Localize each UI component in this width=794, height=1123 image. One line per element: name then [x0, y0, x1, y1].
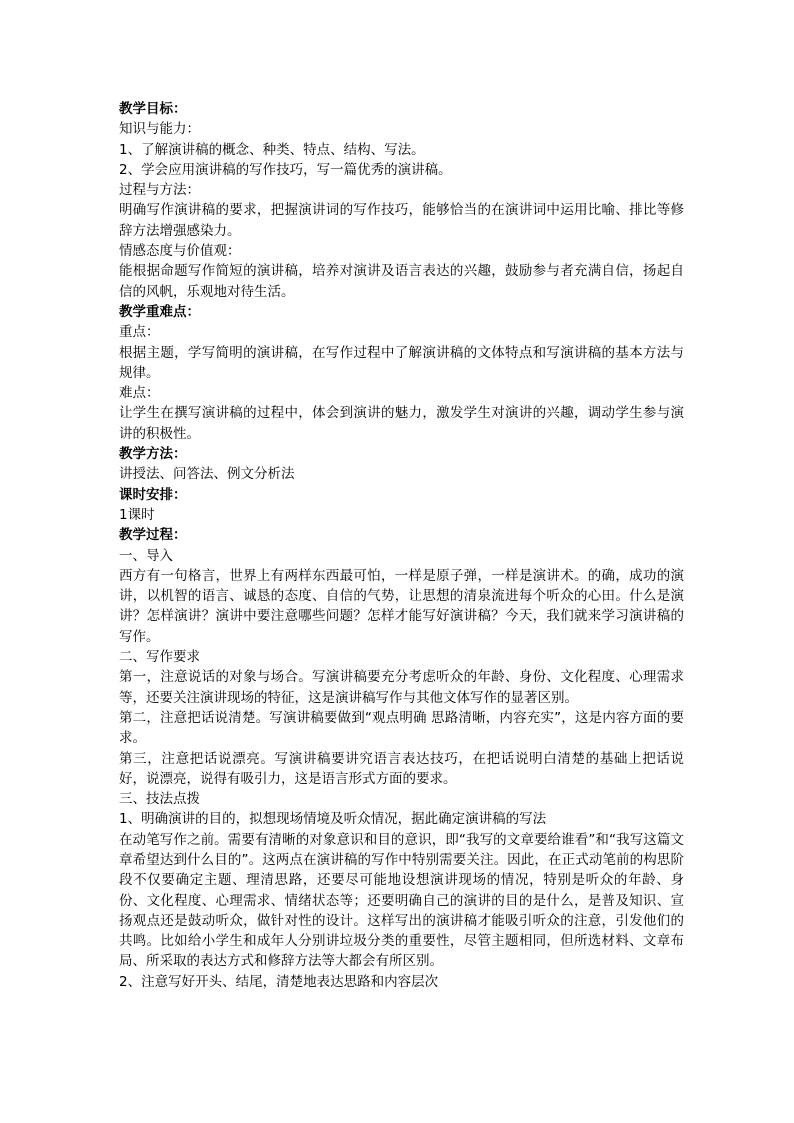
difficulty-paragraph: 让学生在撰写演讲稿的过程中，体会到演讲的魅力，激发学生对演讲的兴趣，调动学生参与演讲的积极性。 [119, 405, 684, 442]
heading-key-points: 教学重难点： [119, 303, 200, 320]
heading-procedure: 教学过程： [119, 527, 187, 544]
methods-text: 讲授法、问答法、例文分析法 [119, 466, 295, 483]
requirement-3-paragraph: 第三，注意把话说漂亮。写演讲稿要讲究语言表达技巧，在把话说明白清楚的基础上把话说好，说漂亮，说得有吸引力，这是语言形式方面的要求。 [119, 750, 684, 787]
intro-paragraph: 西方有一句格言，世界上有两样东西最可怕，一样是原子弹，一样是演讲术。的确，成功的演讲，以机智的语言、诚恳的态度、自信的气势，让思想的清泉流进每个听众的心田。什么是演讲？怎样演讲？演讲中要注意哪些问题？怎样才能写好演讲稿？今天，我们就来学习演讲稿的写作。 [119, 567, 684, 645]
section-techniques-title: 三、技法点拨 [119, 791, 200, 808]
attitude-paragraph: 能根据命题写作简短的演讲稿，培养对演讲及语言表达的兴趣，鼓励参与者充满自信，扬起自信的风帆，乐观地对待生活。 [119, 263, 684, 300]
heading-objectives: 教学目标： [119, 101, 187, 117]
requirement-1-paragraph: 第一，注意说话的对象与场合。写演讲稿要充分考虑听众的年龄、身份、文化程度、心理需求等，还要关注演讲现场的特征，这是演讲稿写作与其他文体写作的显著区别。 [119, 669, 684, 706]
subheading-focus: 重点： [119, 324, 160, 341]
subheading-process: 过程与方法： [119, 182, 200, 199]
subheading-difficulty: 难点： [119, 385, 160, 402]
subheading-knowledge: 知识与能力： [119, 121, 200, 138]
section-requirements-title: 二、写作要求 [119, 649, 200, 666]
technique-1-paragraph: 在动笔写作之前。需要有清晰的对象意识和目的意识，即“我写的文章要给谁看”和“我写这篇文章希望达到什么目的”。这两点在演讲稿的写作中特别需要关注。因此，在正式动笔前的构思阶段不仅要确定主题、理清思路，还要尽可能地设想演讲现场的情况，特别是听众的年龄、身份、文化程度、心理需求、情绪状态等；还要明确自己的演讲的目的是什么，是普及知识、宣扬观点还是鼓动听众，做针对性的设计。这样写出的演讲稿才能吸引听众的注意，引发他们的共鸣。比如给小学生和成年人分别讲垃圾分类的重要性，尽管主题相同，但所选材料、文章布局、所采取的表达方式和修辞方法等大都会有所区别。 [119, 831, 684, 970]
objective-item-1: 1、了解演讲稿的概念、种类、特点、结构、写法。 [119, 141, 425, 158]
section-intro-title: 一、导入 [119, 547, 173, 564]
requirement-2-paragraph: 第二，注意把话说清楚。写演讲稿要做到“观点明确 思路清晰，内容充实”，这是内容方面的要求。 [119, 709, 684, 747]
technique-2-title: 2、注意写好开头、结尾，清楚地表达思路和内容层次 [119, 973, 439, 990]
heading-schedule: 课时安排： [119, 486, 187, 503]
heading-methods: 教学方法： [119, 446, 187, 463]
document-body [119, 99, 684, 992]
schedule-text: 1课时 [119, 506, 155, 523]
focus-paragraph: 根据主题，学写简明的演讲稿，在写作过程中了解演讲稿的文体特点和写演讲稿的基本方法与规律。 [119, 344, 684, 381]
objective-item-2: 2、学会应用演讲稿的写作技巧，写一篇优秀的演讲稿。 [119, 161, 452, 178]
process-paragraph: 明确写作演讲稿的要求，把握演讲词的写作技巧，能够恰当的在演讲词中运用比喻、排比等修辞方法增强感染力。 [119, 202, 684, 239]
subheading-attitude: 情感态度与价值观： [119, 243, 241, 260]
technique-1-title: 1、明确演讲的目的，拟想现场情境及听众情况，据此确定演讲稿的写法 [119, 811, 547, 828]
